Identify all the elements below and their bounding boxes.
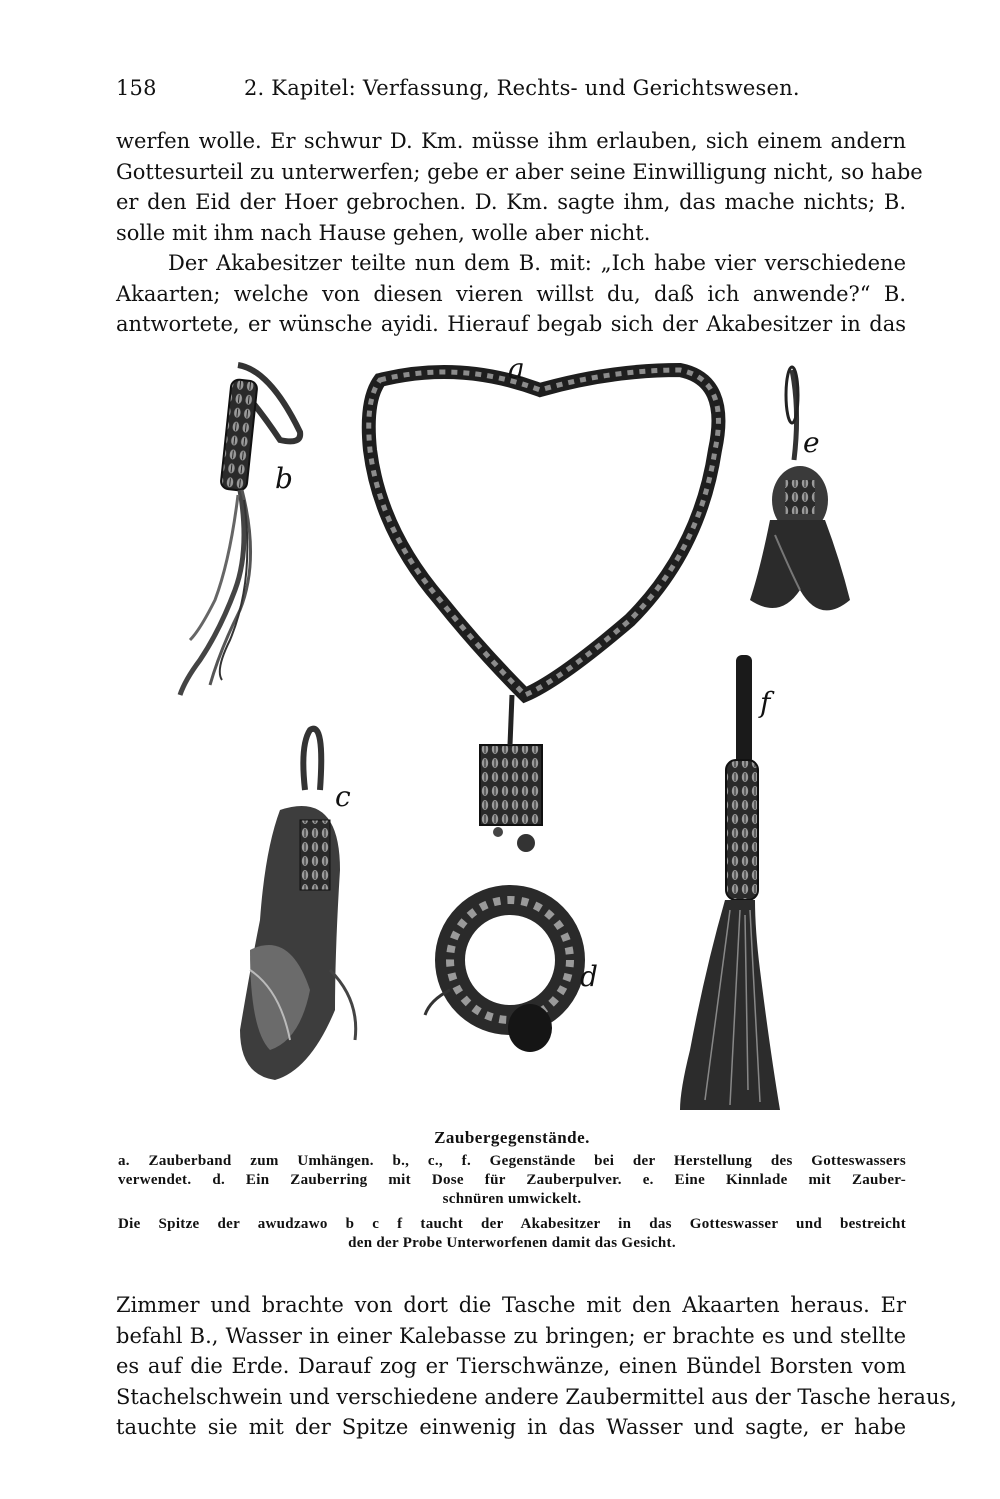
text-line: Stachelschwein und verschiedene andere Zaubermittel aus der Tasche heraus, <box>116 1384 957 1409</box>
text-line: antwortete, er wünsche ayidi. Hierauf begab sich der Akabesitzer in das <box>116 312 906 336</box>
object-f-tassel <box>680 655 780 1110</box>
text-line: Akaarten; welche von diesen vieren willst du, daß ich anwende?“ B. <box>116 281 906 306</box>
top-paragraphs <box>116 126 923 340</box>
figure-label-a: a <box>508 352 525 385</box>
caption-line: a. Zauberband zum Umhängen. b., c., f. Gegenstände bei der Herstellung des Gotteswassers <box>118 1153 906 1169</box>
caption-note-line: den der Probe Unterworfenen damit das Gesicht. <box>348 1235 676 1251</box>
text-line: solle mit ihm nach Hause gehen, wolle aber nicht. <box>116 220 651 245</box>
text-line: tauchte sie mit der Spitze einwenig in das Wasser und sagte, er habe <box>116 1415 906 1439</box>
text-line: er den Eid der Hoer gebrochen. D. Km. sagte ihm, das mache nichts; B. <box>116 190 906 214</box>
figure-illustration <box>160 350 880 1110</box>
figure-label-b: b <box>275 462 293 495</box>
object-d-ring <box>425 900 570 1052</box>
object-e-jawbone <box>750 367 850 610</box>
object-b-tail <box>180 365 300 695</box>
figure-caption <box>118 1128 906 1253</box>
figure-label-f: f <box>760 686 771 719</box>
figure-label-c: c <box>335 780 351 813</box>
bottom-paragraph <box>116 1290 957 1443</box>
caption-title: Zaubergegenstände. <box>434 1128 590 1147</box>
text-line: es auf die Erde. Darauf zog er Tierschwänze, einen Bündel Borsten vom <box>116 1354 906 1378</box>
caption-note-line: Die Spitze der awudzawo b c f taucht der Akabesitzer in das Gotteswasser und bestreicht <box>118 1216 906 1232</box>
caption-line: verwendet. d. Ein Zauberring mit Dose für Zauberpulver. e. Eine Kinnlade mit Zauber- <box>118 1172 906 1188</box>
figure-label-d: d <box>580 960 598 993</box>
figure-label-e: e <box>803 426 820 459</box>
running-title: 2. Kapitel: Verfassung, Rechts- und Gerichtswesen. <box>244 76 800 100</box>
text-line: Der Akabesitzer teilte nun dem B. mit: „Ich habe vier verschiedene <box>168 251 906 275</box>
text-line: werfen wolle. Er schwur D. Km. müsse ihm erlauben, sich einem andern <box>116 129 906 153</box>
text-line: Zimmer und brachte von dort die Tasche mit den Akaarten heraus. Er <box>116 1293 906 1317</box>
text-line: befahl B., Wasser in einer Kalebasse zu bringen; er brachte es und stellte <box>116 1323 906 1348</box>
caption-line: schnüren umwickelt. <box>442 1191 582 1207</box>
object-a-necklace <box>369 370 719 852</box>
text-line: Gottesurteil zu unterwerfen; gebe er aber seine Einwilligung nicht, so habe <box>116 159 923 184</box>
figure-zaubergegenstaende <box>160 350 880 1110</box>
page-number: 158 <box>116 76 157 100</box>
